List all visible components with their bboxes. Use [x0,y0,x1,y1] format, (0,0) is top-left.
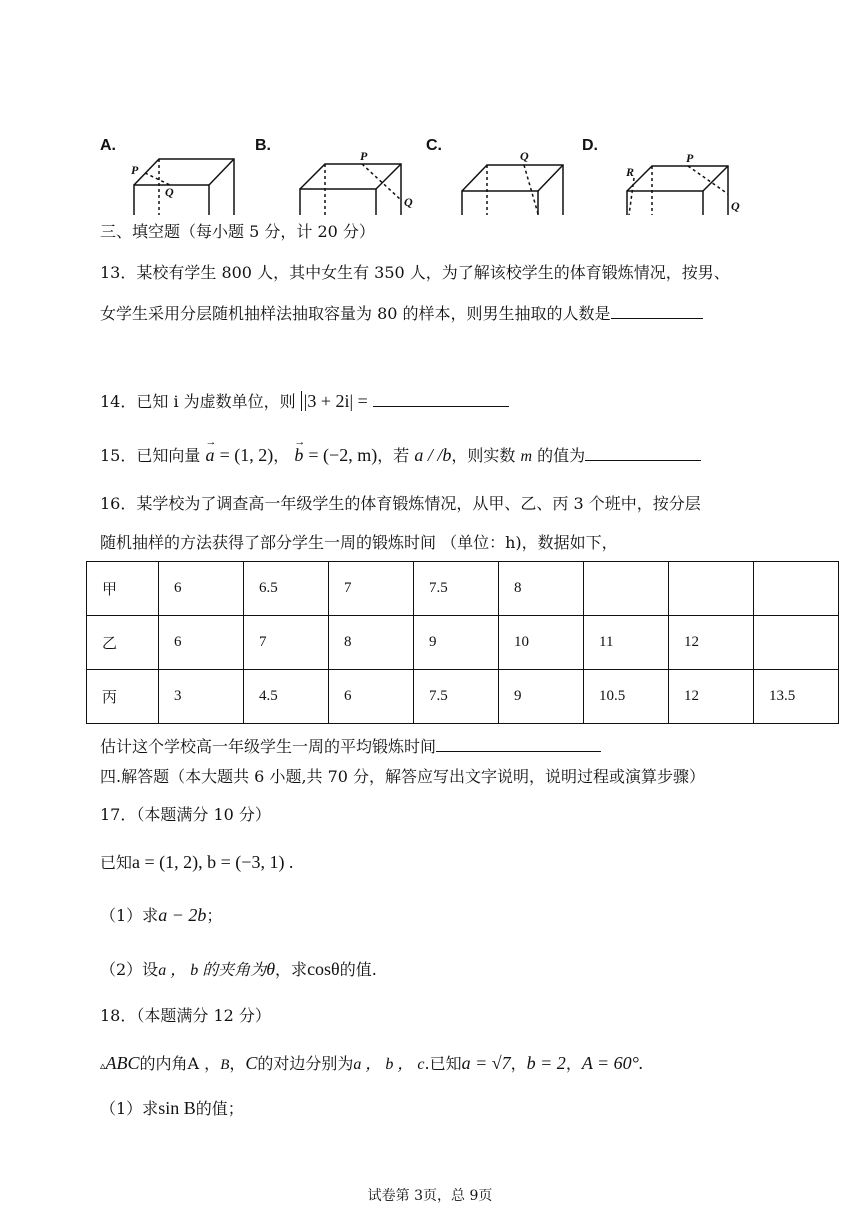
q15-answer-blank[interactable] [585,444,701,461]
cube-c-label-q: Q [520,149,529,163]
q18-line1-rest: 的对边分别为 [257,1054,354,1073]
q17-part1-end: ； [206,906,223,925]
triangle-symbol: ▵ [100,1059,106,1072]
table-cell: 甲 [87,562,159,616]
q15-end: 的值为 [537,446,586,465]
q13-line2-text: 女学生采用分层随机抽样法抽取容量为 80 的样本，则男生抽取的人数是 [100,304,611,323]
table-cell: 10.5 [584,670,669,724]
q18-cond3: A = 60°. [581,1053,644,1073]
cube-d-label-p: P [686,151,694,165]
q18-known: .已知 [424,1054,462,1073]
q18-line1: ▵ABC的内角A ，B，C的对边分别为a ， b ， c.已知a = √7，b = 2，A = 60°. [100,1053,644,1073]
q17-part1-expr: a − 2b [158,905,207,925]
q15-mid: ，若 [377,446,410,465]
q18-part1 [100,1097,244,1120]
q13-line2 [100,302,703,325]
table-cell: 7 [244,616,329,670]
cube-c [462,165,563,215]
table-cell [754,562,839,616]
q16-line2: 随机抽样的方法获得了部分学生一周的锻炼时间 （单位：h)，数据如下， [100,533,618,552]
table-cell: 9 [499,670,584,724]
q18-sides: a ， b ， c [353,1056,425,1073]
q17-part1-prefix: （1）求 [100,906,159,925]
q18-part1-expr: sin B [158,1098,196,1118]
option-a-label: A. [100,137,116,154]
cube-diagrams [0,70,860,215]
q15-b-expr: = (−2, m) [308,445,378,465]
q14-text: 14．已知 i 为虚数单位，则 [100,392,296,411]
option-c-label: C. [426,137,442,154]
cube-a-label-q: Q [165,185,174,199]
q17-part2 [100,958,377,982]
q17-given-prefix: 已知 [100,853,133,872]
cube-d-label-q: Q [731,199,740,213]
q13-line1: 13．某校有学生 800 人，其中女生有 350 人，为了解该校学生的体育锻炼情况，按男、 [100,263,730,282]
q18-B: B [220,1057,230,1073]
q18-cond2: b = 2 [526,1053,566,1073]
q18-cond1: a = √7 [461,1053,511,1073]
section3-heading: 三、填空题（每小题 5 分，计 20 分） [100,222,375,241]
q16-line1: 16．某学校为了调查高一年级学生的体育锻炼情况，从甲、乙、丙 3 个班中，按分层 [100,494,701,513]
cube-d [627,166,728,215]
table-cell: 7 [329,562,414,616]
q15-suffix: ，则实数 [451,446,516,465]
table-row [87,562,839,616]
q16-answer-blank[interactable] [436,735,601,752]
table-cell: 8 [329,616,414,670]
q17-given-expr: a = (1, 2), b = (−3, 1) . [132,852,294,872]
table-cell: 7.5 [414,562,499,616]
table-cell: 6.5 [244,562,329,616]
q14 [100,390,509,413]
q18-C: C [245,1053,258,1073]
q17-part2-q: ，求 [275,960,308,979]
q18-line1-mid: 的内角A ， [139,1054,221,1073]
table-cell: 4.5 [244,670,329,724]
q15-vec-b: → b [294,444,303,466]
cube-d-label-r: R [626,165,635,179]
table-cell [669,562,754,616]
table-cell [754,616,839,670]
option-b-label: B. [255,137,271,154]
q18-part1-end: 的值； [195,1099,244,1118]
q15-m: m [520,448,532,465]
cube-b [300,164,401,215]
option-d-label: D. [582,137,598,154]
table-cell: 6 [159,616,244,670]
q17-title: 17．（本题满分 10 分） [100,805,271,824]
table-cell: 8 [499,562,584,616]
cube-b-label-q: Q [404,195,413,209]
table-cell: 9 [414,616,499,670]
q15-a-expr: = (1, 2) [219,445,274,465]
cube-b-label-p: P [360,149,368,163]
q15-parallel: a / /b [414,445,452,465]
q16-data-table [86,561,839,724]
q14-answer-blank[interactable] [373,390,509,407]
q15-vec-a: → a [205,444,214,466]
table-cell: 丙 [87,670,159,724]
page-footer: 试卷第 3页，总 9页 [367,1188,493,1204]
q17-part2-end: 的值. [339,960,377,979]
q13-answer-blank[interactable] [611,302,703,319]
q15-sep: ， [273,446,290,465]
table-cell: 10 [499,616,584,670]
table-cell: 11 [584,616,669,670]
q15 [100,444,701,468]
table-row [87,670,839,724]
table-cell: 12 [669,616,754,670]
q16-after [100,735,601,758]
q17-part2-prefix: （2）设 [100,960,159,979]
table-cell: 6 [329,670,414,724]
q17-theta: θ [266,959,276,979]
section4-heading: 四.解答题（本大题共 6 小题,共 70 分，解答应写出文字说明，说明过程或演算步骤） [100,767,706,786]
q18-abc: ABC [105,1053,140,1073]
table-cell: 3 [159,670,244,724]
table-cell [584,562,669,616]
cube-a-label-p: P [131,163,139,177]
q18-sep: ， [229,1054,246,1073]
table-cell: 乙 [87,616,159,670]
q18-part1-prefix: （1）求 [100,1099,159,1118]
q14-expr: |3 + 2i| = [301,391,368,411]
table-cell: 6 [159,562,244,616]
cube-a [134,159,234,215]
q17-part2-mid: a ， b 的夹角为 [158,962,267,979]
q15-prefix: 15．已知向量 [100,446,201,465]
table-cell: 7.5 [414,670,499,724]
q17-cos: cosθ [307,959,340,979]
table-row [87,616,839,670]
table-cell: 13.5 [754,670,839,724]
q16-after-text: 估计这个学校高一年级学生一周的平均锻炼时间 [100,737,437,756]
table-cell: 12 [669,670,754,724]
q17-given [100,851,293,874]
q18-title: 18．（本题满分 12 分） [100,1006,271,1025]
q17-part1 [100,904,222,927]
